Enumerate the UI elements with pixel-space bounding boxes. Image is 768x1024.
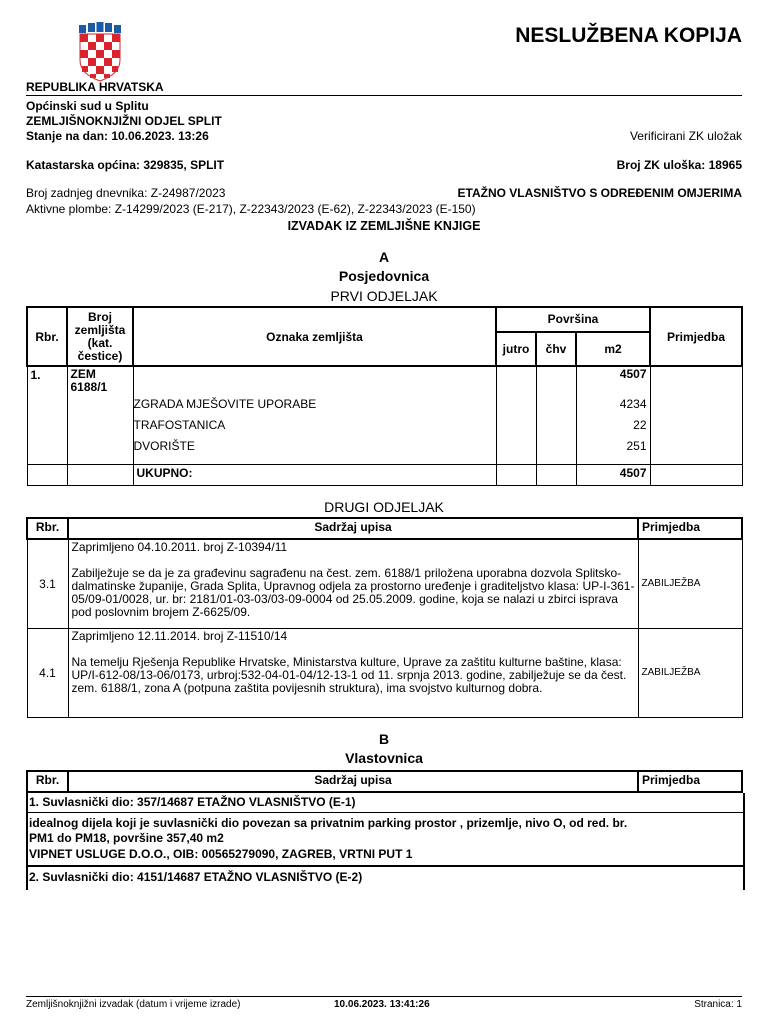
country-name: REPUBLIKA HRVATSKA [26,80,164,94]
ownership-type: ETAŽNO VLASNIŠTVO S ODREĐENIM OMJERIMA [457,186,742,200]
row-m2: 4507 [619,367,647,382]
document-title: NESLUŽBENA KOPIJA [515,24,742,47]
footer-page: Stranica: 1 [694,999,742,1010]
first-part-table [26,306,743,486]
row-broj: ZEM 6188/1 [67,366,133,464]
second-part-title: DRUGI ODJELJAK [324,499,444,515]
entry-rbr: 4.1 [27,628,68,717]
coat-of-arms-icon [76,22,124,82]
col-primjedba: Primjedba [650,307,742,366]
share-1-description: idealnog dijela koji je suvlasnički dio povezan sa privatnim parking prostor , prizemlje, nivo O, od red. br. PM1 do PM18, površine 357,40 m2 [29,816,628,845]
entry-note: ZABILJEŽBA [638,539,742,628]
court-name: Općinski sud u Splitu [26,99,149,113]
zk-number: Broj ZK uloška: 18965 [616,158,742,172]
col-rbr: Rbr. [27,771,68,792]
item-name: ZGRADA MJEŠOVITE UPORABE [133,397,317,412]
entry-received: Zaprimljeno 12.11.2014. broj Z-11510/14 [71,628,288,643]
item-name: DVORIŠTE [133,439,195,454]
footer-label: Zemljišnoknjižni izvadak (datum i vrijeme izrade) [26,999,241,1010]
total-row [27,465,742,486]
col-primjedba: Primjedba [638,518,742,539]
header-divider [26,95,742,96]
entry-text: Na temelju Rješenja Republike Hrvatske, Ministarstva kulture, Uprave za zaštitu kulturne baštine, klasa: UP/I-612-08/13-06/0173, urbroj:532-04-01-04/12-13-1 od 11. srpnja 2013. godine, zabilježuje se da čest. zem. 6188/1, zona A (potpuna zaštita povijesnih struktura), ima svojstvo kulturnog dobra. [71,654,627,695]
col-rbr: Rbr. [27,518,68,539]
cadastral-municipality: Katastarska općina: 329835, SPLIT [26,158,225,172]
col-chv: čhv [536,332,576,367]
ownership-table [26,770,743,890]
entry-received: Zaprimljeno 04.10.2011. broj Z-10394/11 [71,540,288,554]
entry-text: Zabilježuje se da je za građevinu sagrađenu na čest. zem. 6188/1 priložena uporabna dozvola Splitsko-dalmatinske županije, Grada Splita, Upravnog odjela za prostorno uređenje i graditeljstvo klasa: UP-I-361-05/09-01/0028, ur. br: 2181/01-03-03/03-09-0004 od 25.05.2009. godine, koja se nalazi u zbirci isprava pod poslovnim brojem Z-6625/09. [71,566,635,619]
last-diary-number: Broj zadnjeg dnevnika: Z-24987/2023 [26,186,226,200]
footer-divider [26,996,742,997]
col-oznaka: Oznaka zemljišta [133,307,496,366]
col-povrsina: Površina [496,307,650,332]
item-name: TRAFOSTANICA [133,418,226,433]
department-name: ZEMLJIŠNOKNJIŽNI ODJEL SPLIT [26,114,222,128]
col-jutro: jutro [496,332,536,367]
col-sadrzaj: Sadržaj upisa [68,518,638,539]
table-row [27,539,742,628]
table-row [27,628,742,717]
col-primjedba: Primjedba [638,771,742,792]
col-sadrzaj: Sadržaj upisa [68,771,638,792]
share-1-title: 1. Suvlasnički dio: 357/14687 ETAŽNO VLASNIŠTVO (E-1) [29,795,356,809]
section-b-name: Vlastovnica [345,750,423,766]
entry-note: ZABILJEŽBA [638,628,742,717]
section-a-name: Posjedovnica [338,268,430,284]
second-part-table [26,517,743,718]
col-m2: m2 [576,332,650,367]
first-part-title: PRVI ODJELJAK [330,288,438,304]
item-m2: 4234 [619,397,647,412]
total-m2: 4507 [576,465,650,486]
section-a-letter: A [378,249,390,265]
state-date: Stanje na dan: 10.06.2023. 13:26 [26,129,209,143]
col-rbr: Rbr. [27,307,67,366]
footer-datetime: 10.06.2023. 13:41:26 [334,999,430,1010]
total-label: UKUPNO: [133,465,496,486]
share-2-title: 2. Suvlasnički dio: 4151/14687 ETAŽNO VLASNIŠTVO (E-2) [29,870,363,884]
active-seals: Aktivne plombe: Z-14299/2023 (E-217), Z-22343/2023 (E-62), Z-22343/2023 (E-150) [26,202,476,216]
share-1-owner: VIPNET USLUGE D.O.O., OIB: 00565279090, ZAGREB, VRTNI PUT 1 [29,847,413,861]
col-broj: Broj zemljišta (kat. čestice) [67,307,133,366]
section-b-letter: B [378,731,390,747]
verified-label: Verificirani ZK uložak [629,129,742,143]
item-m2: 251 [626,439,647,454]
extract-title: IZVADAK IZ ZEMLJIŠNE KNJIGE [287,219,481,233]
item-m2: 22 [633,418,647,433]
row-rbr: 1. [27,366,67,464]
table-row [27,366,742,464]
entry-rbr: 3.1 [27,539,68,628]
